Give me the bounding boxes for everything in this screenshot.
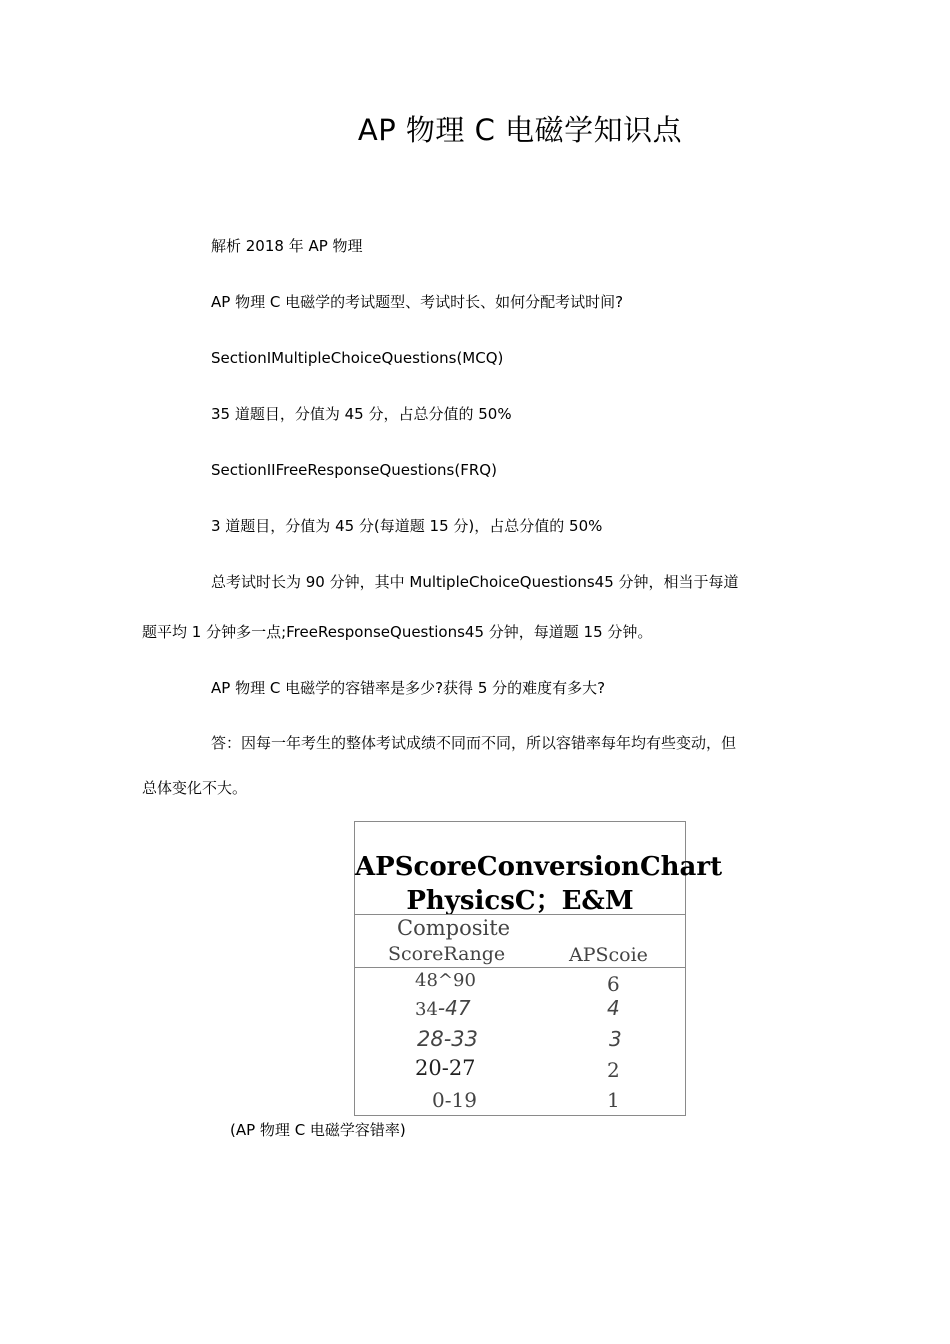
paragraph-time-line1: 总考试时长为 90 分钟，其中 MultipleChoiceQuestions45 分钟，相当于每道 [211, 573, 739, 591]
table-title-line2: PhysicsC；E&M [406, 886, 634, 916]
paragraph-time-line2: 题平均 1 分钟多一点;FreeResponseQuestions45 分钟，每道题 15 分钟。 [142, 623, 653, 641]
table-row-score: 2 [607, 1058, 620, 1082]
paragraph-answer-line1: 答：因每一年考生的整体考试成绩不同而不同，所以容错率每年均有些变动，但 [211, 734, 737, 752]
paragraph-question-format: AP 物理 C 电磁学的考试题型、考试时长、如何分配考试时间? [211, 293, 624, 311]
paragraph-section-2-detail: 3 道题目，分值为 45 分(每道题 15 分)，占总分值的 50% [211, 517, 603, 535]
table-row-range [415, 996, 471, 1020]
paragraph-section-1: SectionIMultipleChoiceQuestions(MCQ) [211, 349, 504, 367]
header-score-range: ScoreRange [388, 943, 506, 965]
table-title [355, 850, 723, 918]
range-suffix: -47 [437, 996, 471, 1020]
table-row-score: 6 [607, 972, 620, 996]
paragraph-section-2: SectionIIFreeResponseQuestions(FRQ) [211, 461, 497, 479]
table-row-score: 3 [609, 1027, 622, 1051]
page-title: AP 物理 C 电磁学知识点 [357, 113, 683, 147]
paragraph-section-1-detail: 35 道题目，分值为 45 分，占总分值的 50% [211, 405, 512, 423]
table-row-score: 4 [607, 996, 620, 1020]
range-prefix: 34 [415, 999, 438, 1020]
table-title-line1: APScoreConversionChart [355, 852, 723, 882]
paragraph-answer-line2: 总体变化不大。 [142, 779, 248, 797]
table-row-range: 48^90 [415, 970, 476, 991]
paragraph-intro: 解析 2018 年 AP 物理 [211, 237, 363, 255]
table-row-range: 0-19 [432, 1088, 477, 1112]
table-caption: (AP 物理 C 电磁学容错率) [230, 1121, 406, 1139]
table-row-score: 1 [607, 1088, 620, 1112]
paragraph-error-rate-question: AP 物理 C 电磁学的容错率是多少?获得 5 分的难度有多大? [211, 679, 606, 697]
table-divider [355, 967, 685, 968]
table-divider [355, 914, 685, 915]
table-row-range: 20-27 [415, 1056, 476, 1080]
header-ap-score: APScoie [569, 944, 648, 966]
header-composite: Composite [397, 916, 511, 940]
table-row-range: 28-33 [417, 1027, 479, 1051]
score-conversion-table [354, 821, 723, 1116]
